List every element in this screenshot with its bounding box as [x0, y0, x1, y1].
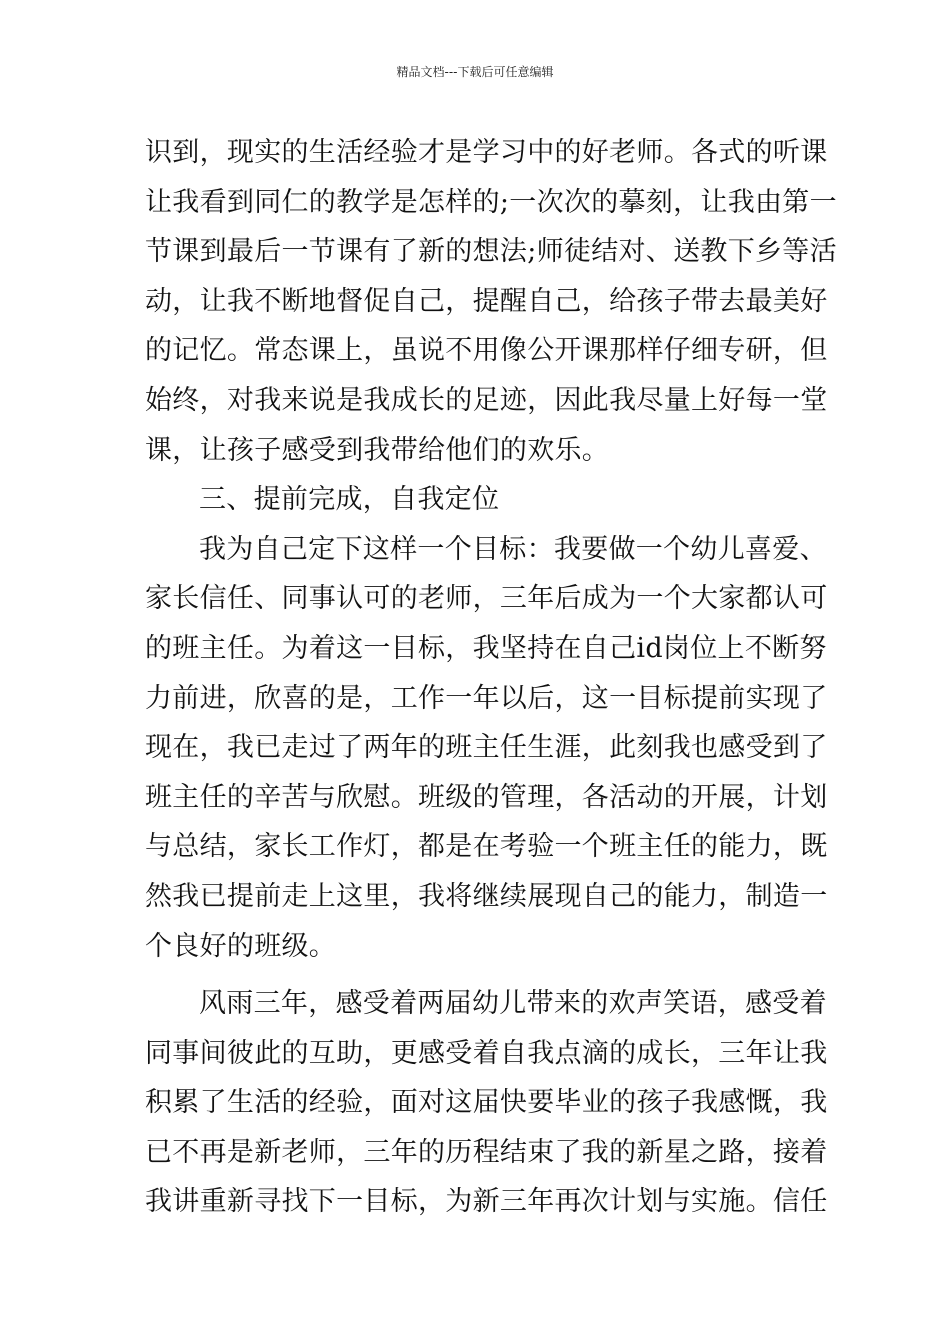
- text-line: 识到，现实的生活经验才是学习中的好老师。各式的听课: [145, 137, 828, 168]
- text-line: 始终，对我来说是我成长的足迹，因此我尽量上好每一堂: [145, 384, 828, 416]
- text-line: 已不再是新老师，三年的历程结束了我的新星之路，接着: [145, 1136, 828, 1168]
- section-heading: 三、提前完成，自我定位: [199, 484, 500, 516]
- text-line: 家长信任、同事认可的老师，三年后成为一个大家都认可: [145, 583, 828, 615]
- text-line: 与总结，家长工作灯，都是在考验一个班主任的能力，既: [145, 831, 828, 863]
- paragraph-start-line: 风雨三年，感受着两届幼儿带来的欢声笑语，感受着: [199, 988, 827, 1020]
- text-line: 个良好的班级。: [145, 930, 337, 962]
- text-line: 然我已提前走上这里，我将继续展现自己的能力，制造一: [145, 880, 828, 912]
- text-line: 动，让我不断地督促自己，提醒自己，给孩子带去最美好: [145, 285, 828, 317]
- text-line: 现在，我已走过了两年的班主任生涯，此刻我也感受到了: [145, 732, 828, 764]
- text-line: 节课到最后一节课有了新的想法;师徒结对、送教下乡等活: [145, 236, 837, 268]
- text-line: 我讲重新寻找下一目标，为新三年再次计划与实施。信任: [145, 1186, 828, 1218]
- text-line: 让我看到同仁的教学是怎样的;一次次的摹刻，让我由第一: [145, 186, 837, 218]
- text-line: 课，让孩子感受到我带给他们的欢乐。: [145, 434, 610, 466]
- text-line: 力前进，欣喜的是，工作一年以后，这一目标提前实现了: [145, 682, 828, 714]
- text-line: 同事间彼此的互助，更感受着自我点滴的成长，三年让我: [145, 1037, 828, 1069]
- text-line: 的班主任。为着这一目标，我坚持在自己id岗位上不断努: [145, 632, 827, 664]
- paragraph-start-line: 我为自己定下这样一个目标：我要做一个幼儿喜爱、: [199, 533, 827, 565]
- page-header: 精品文档---下载后可任意编辑: [396, 65, 554, 79]
- text-line: 班主任的辛苦与欣慰。班级的管理，各活动的开展，计划: [145, 781, 828, 813]
- document-body: [145, 128, 837, 1227]
- text-line: 的记忆。常态课上，虽说不用像公开课那样仔细专研，但: [145, 335, 828, 367]
- text-line: 积累了生活的经验，面对这届快要毕业的孩子我感慨，我: [145, 1087, 828, 1119]
